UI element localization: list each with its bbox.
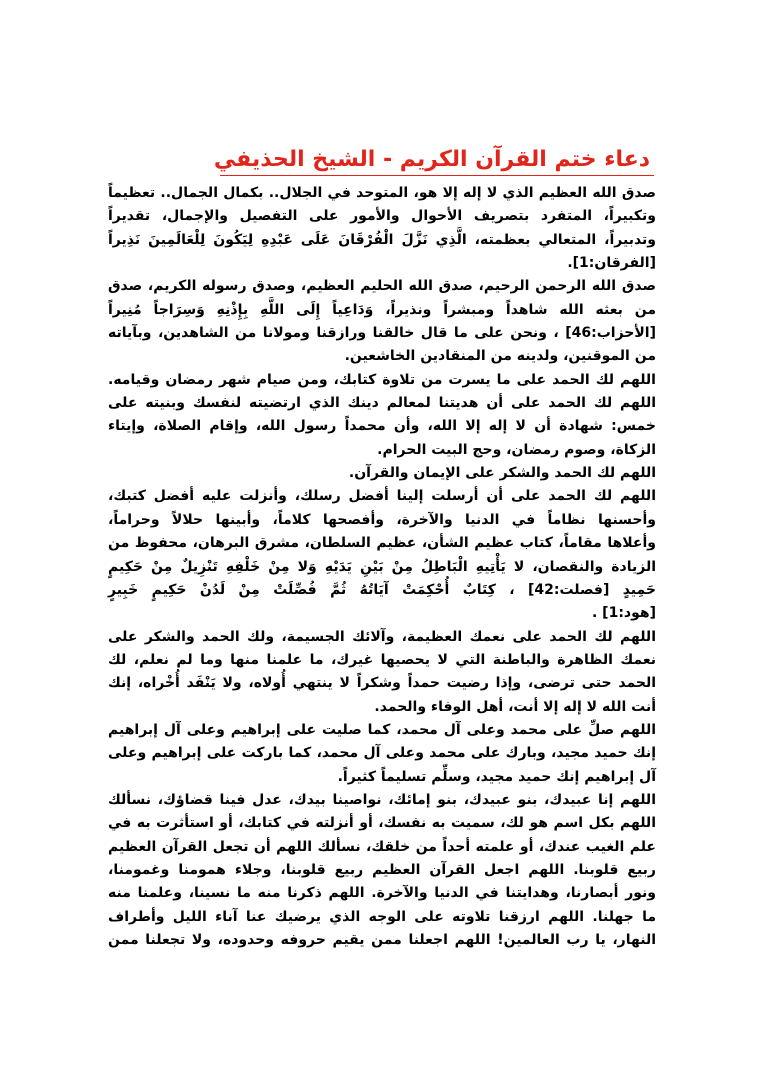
text-line: [الفرقان:1].: [567, 255, 656, 272]
text-line: اللهم لك الحمد على أن هديتنا لمعالم دينك الذي ارتضيته لنفسك وبنيته على: [108, 395, 656, 412]
text-line: الزيادة والنقصان، لا يَأْتِيهِ الْبَاطِلُ مِنْ بَيْنِ يَدَيْهِ وَلا مِنْ خَلْفِهِ تَنْزِيلٌ مِنْ حَكِيمٍ: [108, 558, 656, 575]
text-line: ربيع قلوبنا. اللهم اجعل القرآن العظيم ربيع قلوبنا، وجلاء همومنا وغمومنا،: [108, 861, 656, 878]
text-line: اللهم لك الحمد على نعمك العظيمة، وآلائك الجسيمة، ولك الحمد والشكر على: [108, 628, 656, 645]
text-line: ما جهلنا. اللهم ارزقنا تلاوته على الوجه الذي يرضيك عنا آناء الليل وأطراف: [108, 908, 656, 925]
text-line: [هود:1] .: [591, 605, 656, 622]
text-line: وأعلاها مقاماً، كتاب عظيم الشأن، عظيم السلطان، مشرق البرهان، محفوظ من: [108, 535, 656, 552]
text-line: اللهم بكل اسم هو لك، سميت به نفسك، أو أنزلته في كتابك، أو استأثرت به في: [108, 815, 656, 832]
text-line: حَمِيدٍ [فصلت:42] ، كِتَابٌ أُحْكِمَتْ آيَاتُهُ ثُمَّ فُصِّلَتْ مِنْ لَدُنْ حَكِيمٍ خَبِيرٍ: [108, 581, 656, 598]
text-line: أنت الله لا إله إلا أنت، أهل الوفاء والحمد.: [374, 698, 656, 715]
text-line: اللهم لك الحمد على أن أرسلت إلينا أفضل رسلك، وأنزلت عليه أفضل كتبك،: [108, 488, 656, 505]
page-title: دعاء ختم القرآن الكريم - الشيخ الحذيفي: [213, 147, 651, 172]
text-line: من الموقنين، ولدينه من المنقادين الخاشعين.: [344, 348, 656, 365]
text-line: اللهم إنا عبيدك، بنو عبيدك، بنو إمائك، نواصينا بيدك، عدل فينا قضاؤك، نسألك: [108, 791, 656, 808]
text-line: خمس: شهادة أن لا إله إلا الله، وأن محمداً رسول الله، وإقام الصلاة، وإيتاء: [108, 418, 656, 435]
text-line: الحمد حتى ترضى، وإذا رضيت حمداً وشكراً لا ينتهي أُولاه، ولا يَنْفَد أُخْراه، إنك: [108, 675, 656, 692]
text-line: ونور أبصارنا، وهدايتنا في الدنيا والآخرة. اللهم ذكرنا منه ما نسينا، وعلمنا منه: [108, 885, 656, 902]
text-line: اللهم لك الحمد على ما يسرت من تلاوة كتابك، ومن صيام شهر رمضان وقيامه.: [108, 371, 656, 388]
text-line: وتكبيراً، المتفرد بتصريف الأحوال والأمور على التفصيل والإجمال، تقديراً: [108, 208, 656, 225]
text-line: من بعثه الله شاهداً ومبشراً ونذيراً، وَدَاعِياً إِلَى اللَّهِ بِإِذْنِهِ وَسِرَاجاً مُنِيراً: [108, 301, 656, 318]
text-line: اللهم لك الحمد والشكر على الإيمان والقرآن.: [348, 465, 656, 482]
title-underline: [220, 175, 654, 176]
text-line: آل إبراهيم إنك حميد مجيد، وسلِّم تسليماً كثيراً.: [337, 768, 656, 785]
text-line: صدق الله الرحمن الرحيم، صدق الله الحليم العظيم، وصدق رسوله الكريم، صدق: [108, 278, 656, 295]
text-line: وأحسنها نظاماً في الدنيا والآخرة، وأفصحها كلاماً، وأبينها حلالاً وحراماً،: [108, 511, 656, 528]
prayer-text: [108, 182, 656, 952]
text-line: النهار، يا رب العالمين! اللهم اجعلنا ممن يقيم حروفه وحدوده، ولا تجعلنا ممن: [108, 932, 656, 948]
text-line: إنك حميد مجيد، وبارك على محمد وعلى آل محمد، كما باركت على إبراهيم وعلى: [108, 745, 656, 762]
text-line: وتدبيراً، المتعالي بعظمته، الَّذِي نَزَّلَ الْفُرْقَانَ عَلَى عَبْدِهِ لِيَكُونَ لِلْعَالَمِينَ نَذِيراً: [108, 231, 656, 248]
text-line: علم الغيب عندك، أو علمته أحداً من خلقك، نسألك اللهم أن تجعل القرآن العظيم: [108, 838, 656, 855]
text-line: نعمك الظاهرة والباطنة التي لا يحصيها غيرك، ما علمنا منها وما لم نعلم، لك: [108, 651, 656, 668]
text-line: صدق الله العظيم الذي لا إله إلا هو، المتوحد في الجلال.. بكمال الجمال.. تعظيماً: [108, 185, 656, 201]
text-line: الزكاة، وصوم رمضان، وحج البيت الحرام.: [377, 441, 656, 458]
text-line: [الأحزاب:46] ، ونحن على ما قال خالقنا ورازقنا ومولانا من الشاهدين، وبآياته: [108, 325, 656, 342]
text-line: اللهم صلِّ على محمد وعلى آل محمد، كما صليت على إبراهيم وعلى آل إبراهيم: [108, 721, 656, 738]
